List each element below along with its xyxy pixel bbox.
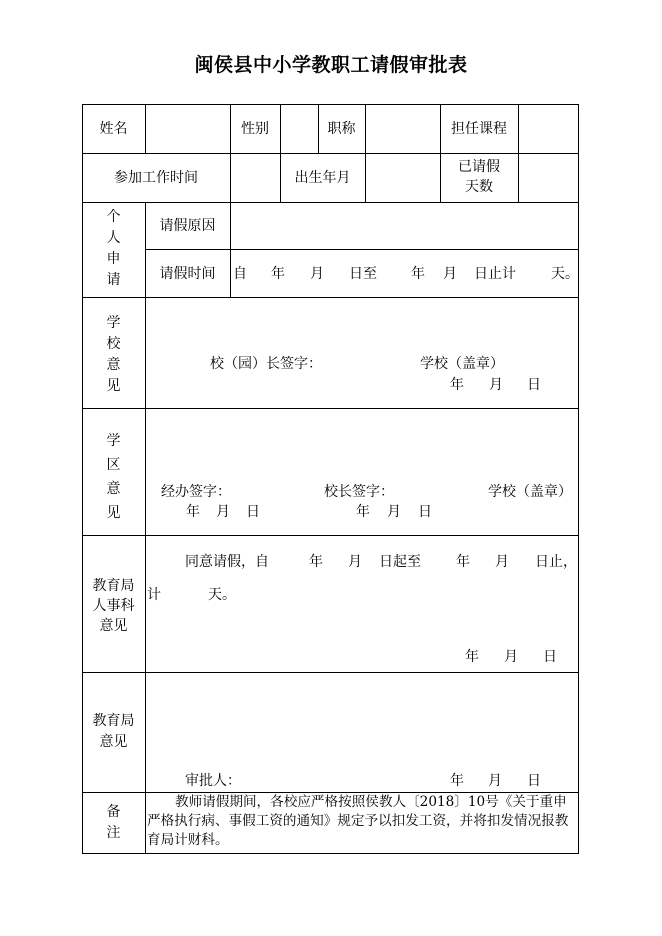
bureau-approver: 审批人：: [185, 773, 241, 789]
hr-sign-month: 月: [504, 649, 518, 665]
label-gender: 性别: [241, 121, 269, 137]
label-bureau-opinion: 意见: [99, 734, 128, 750]
district-handler-sign: 经办签字：: [161, 484, 231, 500]
label-remark: 注: [106, 825, 121, 841]
school-date-month: 月: [489, 377, 503, 393]
remark-text: 教师请假期间，各校应严格按照侯教人〔2018〕10号《关于重申严格执行病、事假工资的通知》规定予以扣发工资，并将扣发情况报教育局计财科。: [147, 794, 569, 848]
label-remark: 备: [106, 804, 121, 820]
col-divider: [230, 202, 231, 297]
label-school-opinion: 学: [106, 315, 121, 331]
bureau-date-month: 月: [488, 773, 502, 789]
district-principal-sign: 校长签字：: [324, 484, 394, 500]
district-date-year: 年: [186, 504, 200, 520]
leave-reason-field[interactable]: [232, 206, 576, 246]
hr-agree-text: 同意请假，自: [185, 554, 269, 570]
district-date-day: 日: [246, 504, 260, 520]
hr-date-year: 年: [456, 554, 470, 570]
job-title-field[interactable]: [366, 110, 440, 150]
birth-field[interactable]: [366, 158, 440, 198]
leave-time-day-to: 日至: [349, 266, 377, 282]
hr-date-year: 年: [309, 554, 323, 570]
work-start-field[interactable]: [231, 158, 280, 198]
label-school-opinion: 校: [106, 336, 121, 352]
label-personal: 申: [106, 251, 121, 267]
leave-time-day-end: 日止计: [474, 266, 516, 282]
row-divider: [82, 408, 579, 409]
course-field[interactable]: [519, 110, 578, 150]
row-divider: [82, 535, 579, 536]
label-job-title: 职称: [327, 121, 356, 137]
label-work-start: 参加工作时间: [114, 170, 198, 186]
leave-time-from: 自: [233, 266, 247, 282]
table-right-border: [578, 104, 579, 854]
district-date-month: 月: [216, 504, 230, 520]
label-course: 担任课程: [451, 121, 507, 137]
school-principal-sign: 校（园）长签字：: [210, 356, 322, 372]
leave-time-days: 天。: [551, 266, 579, 282]
hr-date-month: 月: [348, 554, 362, 570]
label-district-opinion: 区: [106, 457, 121, 473]
label-district-opinion: 见: [106, 505, 121, 521]
leave-time-year: 年: [411, 266, 425, 282]
label-district-opinion: 学: [106, 433, 121, 449]
row-divider: [82, 672, 579, 673]
days-taken-field[interactable]: [519, 158, 578, 198]
gender-field[interactable]: [281, 110, 318, 150]
hr-date-from: 日起至: [379, 554, 421, 570]
hr-sign-year: 年: [465, 649, 479, 665]
col-divider: [145, 202, 146, 853]
label-hr-opinion: 教育局: [92, 578, 135, 594]
label-school-opinion: 意: [106, 357, 121, 373]
label-leave-time: 请假时间: [159, 266, 216, 282]
name-field[interactable]: [146, 110, 230, 150]
district-date-day: 日: [418, 504, 432, 520]
table-top-border: [82, 104, 579, 105]
hr-days-label: 天。: [208, 587, 236, 603]
row-divider: [145, 249, 579, 250]
school-date-day: 日: [527, 377, 541, 393]
label-hr-opinion: 人事科: [92, 598, 135, 614]
label-personal: 请: [106, 272, 121, 288]
label-school-opinion: 见: [106, 378, 121, 394]
leave-time-month: 月: [443, 266, 457, 282]
label-personal: 人: [106, 230, 121, 246]
form-title: 闽侯县中小学教职工请假审批表: [194, 54, 468, 76]
label-leave-reason: 请假原因: [159, 218, 216, 234]
row-divider: [82, 202, 579, 203]
label-days-taken-2: 天数: [465, 179, 493, 195]
label-personal: 个: [106, 209, 121, 225]
label-bureau-opinion: 教育局: [92, 713, 135, 729]
hr-date-until: 日止，: [535, 554, 577, 570]
label-district-opinion: 意: [106, 481, 121, 497]
label-days-taken-1: 已请假: [458, 159, 500, 175]
bureau-date-day: 日: [527, 773, 541, 789]
hr-date-month: 月: [495, 554, 509, 570]
table-bottom-border: [82, 853, 579, 854]
district-date-year: 年: [356, 504, 370, 520]
district-date-month: 月: [387, 504, 401, 520]
school-date-year: 年: [450, 377, 464, 393]
district-seal: 学校（盖章）: [488, 484, 572, 500]
hr-sign-day: 日: [543, 649, 557, 665]
bureau-date-year: 年: [450, 773, 464, 789]
leave-time-month: 月: [310, 266, 324, 282]
row-divider: [82, 297, 579, 298]
row-divider: [82, 153, 579, 154]
hr-total-label: 计: [147, 587, 161, 603]
label-birth: 出生年月: [294, 170, 351, 186]
school-seal: 学校（盖章）: [420, 356, 504, 372]
label-name: 姓名: [99, 121, 128, 137]
leave-time-year: 年: [271, 266, 285, 282]
label-hr-opinion: 意见: [99, 618, 128, 634]
